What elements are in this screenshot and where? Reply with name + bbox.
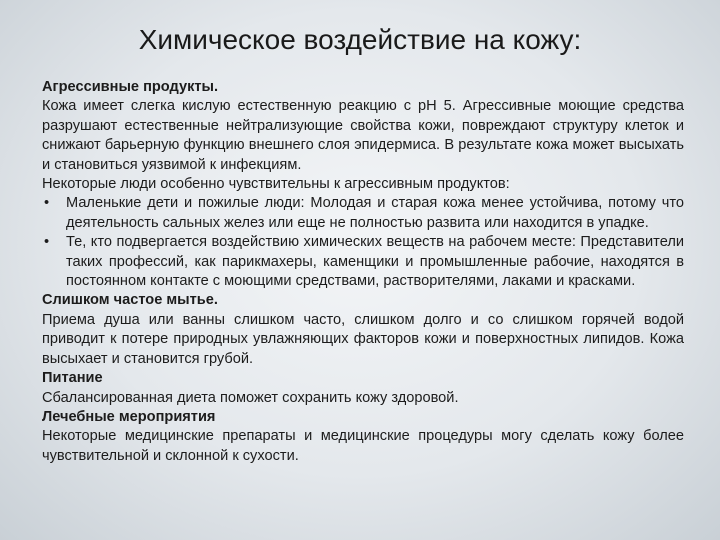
section-heading-aggressive-products: Агрессивные продукты. [42,79,219,95]
section-text-nutrition: Сбалансированная диета поможет сохранить кожу здоровой. [42,389,459,406]
bullet-item-workplace-chemicals [42,233,684,291]
bullet-text: Те, кто подвергается воздействию химических веществ на рабочем месте: Представители таких профессий, как парикмахеры, каменщики и промышленные рабочие, находятся в постоянном контакте с моющими средствами, растворителями, лаками и красками. [66,234,684,290]
section-text-medical-treatments: Некоторые медицинские препараты и медицинские процедуры могу сделать кожу более чувствительной и склонной к сухости. [42,428,684,464]
bullet-item-children-elderly [42,194,684,233]
bullet-text: Маленькие дети и пожилые люди: Молодая и старая кожа менее устойчива, потому что деятельность сальных желез или еще не полностью развита или находится в упадке. [66,195,684,231]
section-text-aggressive-products: Кожа имеет слегка кислую естественную реакцию с pH 5. Агрессивные моющие средства разрушают естественные нейтрализующие свойства кожи, повреждают структуру клеток и снижают барьерную функцию внешнего слоя эпидермиса. В результате кожа может высыхать и становиться уязвимой к инфекциям. [42,98,684,173]
section-heading-nutrition: Питание [42,370,103,387]
section-text-sensitive-people: Некоторые люди особенно чувствительны к агрессивным продуктов: [42,176,510,193]
section-heading-medical-treatments: Лечебные мероприятия [42,408,216,425]
section-heading-frequent-washing: Слишком частое мытье. [42,292,218,309]
slide-body [42,78,684,466]
bullet-list [42,194,684,291]
section-text-frequent-washing: Приема душа или ванны слишком часто, слишком долго и со слишком горячей водой приводит к потере природных увлажняющих факторов кожи и поверхностных липидов. Кожа высыхает и становится грубой. [42,311,684,367]
bullet-dot: • [44,195,50,212]
slide-title: Химическое воздействие на кожу: [138,24,582,55]
bullet-dot: • [44,234,50,251]
